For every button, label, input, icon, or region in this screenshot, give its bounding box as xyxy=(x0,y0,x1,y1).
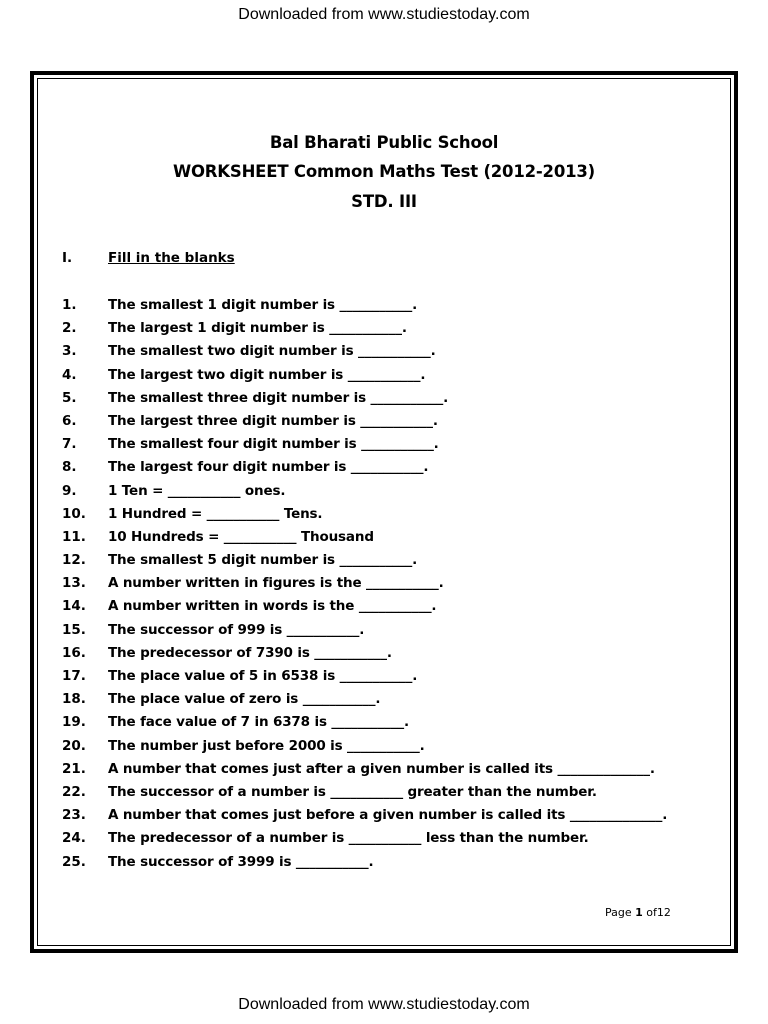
question-text: The largest 1 digit number is ___________. xyxy=(108,320,407,337)
question-text: The place value of zero is ___________. xyxy=(108,691,381,708)
question-number: 10. xyxy=(62,505,86,522)
question-number: 11. xyxy=(62,528,86,545)
question-number: 3. xyxy=(62,343,77,360)
question-text: The largest two digit number is ___________. xyxy=(108,366,426,383)
question-text: The smallest 5 digit number is ___________. xyxy=(108,552,418,569)
question-number: 18. xyxy=(62,691,86,708)
question-number: 5. xyxy=(62,389,77,406)
question-text: A number that comes just after a given number is called its ______________. xyxy=(108,760,655,777)
school-name: Bal Bharati Public School xyxy=(269,133,499,152)
question-number: 20. xyxy=(62,737,86,754)
question-number: 19. xyxy=(62,714,86,731)
question-number: 8. xyxy=(62,459,77,476)
question-text: The predecessor of 7390 is ___________. xyxy=(108,644,392,661)
question-text: The place value of 5 in 6538 is ___________. xyxy=(108,668,418,684)
question-text: The smallest three digit number is ___________. xyxy=(108,389,449,406)
question-number: 4. xyxy=(62,366,77,383)
question-number: 16. xyxy=(62,644,86,661)
question-number: 17. xyxy=(62,668,86,684)
question-text: The successor of a number is ___________ greater than the number. xyxy=(108,783,597,800)
section-title: Fill in the blanks xyxy=(108,250,235,266)
question-text: The smallest four digit number is ___________. xyxy=(108,436,439,453)
page-current: 1 xyxy=(635,906,643,919)
question-text: The predecessor of a number is ___________ less than the number. xyxy=(108,830,589,847)
question-text: The smallest 1 digit number is ___________. xyxy=(108,297,418,313)
page-label: Page xyxy=(605,906,632,919)
question-number: 25. xyxy=(62,853,86,870)
question-text: The successor of 3999 is ___________. xyxy=(108,853,374,870)
question-number: 9. xyxy=(62,482,77,499)
question-number: 1. xyxy=(62,297,77,313)
question-number: 22. xyxy=(62,783,86,800)
page-number xyxy=(605,906,671,919)
standard-label: STD. III xyxy=(351,192,417,211)
question-text: A number written in figures is the ___________. xyxy=(108,575,444,592)
question-number: 23. xyxy=(62,807,86,824)
worksheet-title: WORKSHEET Common Maths Test (2012-2013) xyxy=(172,162,596,181)
question-text: 1 Hundred = ___________ Tens. xyxy=(108,505,323,522)
page-total: of12 xyxy=(646,906,671,919)
question-text: 1 Ten = ___________ ones. xyxy=(108,482,286,499)
question-text: The largest four digit number is ___________. xyxy=(108,459,429,476)
question-number: 15. xyxy=(62,621,86,638)
question-text: The face value of 7 in 6378 is ___________. xyxy=(108,714,409,731)
question-number: 24. xyxy=(62,830,86,847)
question-text: The successor of 999 is ___________. xyxy=(108,621,365,638)
question-text: A number written in words is the ___________. xyxy=(108,598,437,615)
question-text: The number just before 2000 is ___________. xyxy=(108,737,425,754)
question-number: 12. xyxy=(62,552,86,569)
question-text: The largest three digit number is ___________. xyxy=(108,412,438,429)
question-number: 21. xyxy=(62,760,86,777)
question-number: 13. xyxy=(62,575,86,592)
download-source-note-footer: Downloaded from www.studiestoday.com xyxy=(238,996,530,1013)
question-text: A number that comes just before a given number is called its ______________. xyxy=(108,807,668,824)
download-source-note: Downloaded from www.studiestoday.com xyxy=(238,6,530,23)
section-number: I. xyxy=(62,250,73,266)
question-number: 7. xyxy=(62,436,77,453)
question-text: 10 Hundreds = ___________ Thousand xyxy=(108,528,374,545)
question-text: The smallest two digit number is ___________. xyxy=(108,343,436,360)
question-number: 6. xyxy=(62,412,77,429)
question-number: 2. xyxy=(62,320,77,337)
question-number: 14. xyxy=(62,598,86,615)
